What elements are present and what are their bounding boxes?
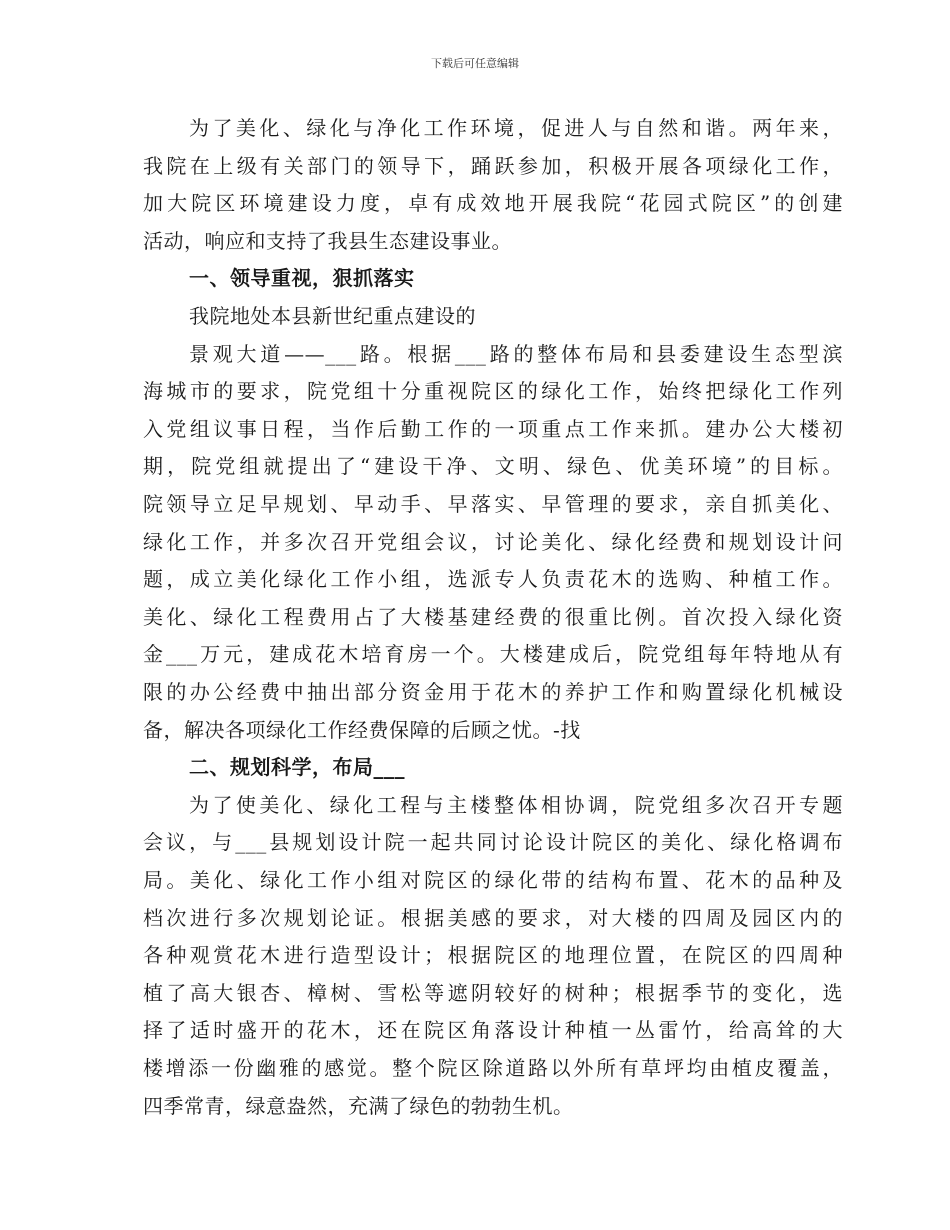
page-header: 下载后可任意编辑 bbox=[431, 57, 519, 70]
paragraph-line: 档次进行多次规划论证。根据美感的要求，对大楼的四周及园区内的 bbox=[143, 905, 843, 930]
paragraph-line: 加大院区环境建设力度，卓有成效地开展我院“花园式院区”的创建 bbox=[143, 191, 843, 216]
paragraph-line: 限的办公经费中抽出部分资金用于花木的养护工作和购置绿化机械设 bbox=[143, 680, 843, 704]
paragraph-line: 美化、绿化工程费用占了大楼基建经费的很重比例。首次投入绿化资 bbox=[143, 604, 843, 629]
paragraph-line: 期，院党组就提出了“建设干净、文明、绿色、优美环境”的目标。 bbox=[143, 454, 843, 479]
paragraph-line: 择了适时盛开的花木，还在院区角落设计种植一丛雷竹，给高耸的大 bbox=[143, 1018, 843, 1043]
paragraph-line: 会议，与___县规划设计院一起共同讨论设计院区的美化、绿化格调布 bbox=[143, 830, 843, 855]
paragraph-line: 备，解决各项绿化工作经费保障的后顾之忧。-找 bbox=[143, 717, 581, 742]
paragraph-line: 各种观赏花木进行造型设计；根据院区的地理位置，在院区的四周种 bbox=[143, 943, 843, 968]
paragraph-line: 海城市的要求，院党组十分重视院区的绿化工作，始终把绿化工作列 bbox=[143, 379, 843, 404]
paragraph-line: 植了高大银杏、樟树、雪松等遮阴较好的树种；根据季节的变化，选 bbox=[143, 980, 843, 1005]
paragraph-line: 金___万元，建成花木培育房一个。大楼建成后，院党组每年特地从有 bbox=[143, 642, 843, 667]
paragraph-line: 入党组议事日程，当作后勤工作的一项重点工作来抓。建办公大楼初 bbox=[143, 416, 843, 441]
section-heading: 二、规划科学，布局___ bbox=[189, 755, 405, 780]
paragraph-line: 为了使美化、绿化工程与主楼整体相协调，院党组多次召开专题 bbox=[189, 792, 843, 817]
paragraph-line: 我院地处本县新世纪重点建设的 bbox=[189, 304, 476, 328]
paragraph-line: 景观大道——___路。根据___路的整体布局和县委建设生态型滨 bbox=[189, 341, 843, 366]
paragraph-line: 活动，响应和支持了我县生态建设事业。 bbox=[143, 228, 512, 253]
paragraph-line: 楼增添一份幽雅的感觉。整个院区除道路以外所有草坪均由植皮覆盖， bbox=[143, 1056, 843, 1080]
paragraph-line: 我院在上级有关部门的领导下，踊跃参加，积极开展各项绿化工作， bbox=[143, 153, 843, 178]
paragraph-line: 局。美化、绿化工作小组对院区的绿化带的结构布置、花木的品种及 bbox=[143, 868, 843, 892]
paragraph-line: 题，成立美化绿化工作小组，选派专人负责花木的选购、种植工作。 bbox=[143, 567, 843, 592]
paragraph-line: 绿化工作，并多次召开党组会议，讨论美化、绿化经费和规划设计问 bbox=[143, 529, 843, 554]
paragraph-line: 院领导立足早规划、早动手、早落实、早管理的要求，亲自抓美化、 bbox=[143, 492, 843, 516]
paragraph-line: 为了美化、绿化与净化工作环境，促进人与自然和谐。两年来， bbox=[189, 116, 843, 140]
paragraph-line: 四季常青，绿意盎然，充满了绿色的勃勃生机。 bbox=[143, 1093, 574, 1118]
section-heading: 一、领导重视，狠抓落实 bbox=[189, 266, 415, 291]
